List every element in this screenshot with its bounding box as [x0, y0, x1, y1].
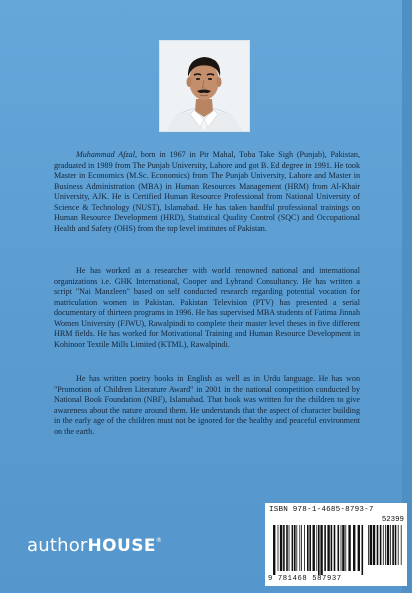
barcode-bar	[327, 525, 329, 571]
barcode-box	[265, 503, 407, 586]
barcode-bar	[342, 525, 344, 571]
barcode-bar	[280, 525, 282, 571]
barcode-bar	[307, 525, 309, 571]
barcode-bar	[368, 525, 369, 565]
barcode-bar	[324, 525, 326, 571]
author-portrait-icon	[160, 41, 249, 131]
bio-paragraph-1-text: , born in 1967 in Pir Mahal, Toba Take Sigh (Punjab), Pakistan, graduated in 1989 from The Punjab University, Lahore and got B. Ed degree in 1991. He took Master in Economics (M.Sc. Economics) from The Punjab University, Lahore and Master in Business Administration (MBA) in Human Resources Management (HRM) from Al-Khair University, AJK. He is Certified Human Resource Professional from National University of Science & Technology (NUST), Islamabad. He has taken handful professional trainings on Human Resource Development (HRD), Statistical Quality Control (SQC) and Occupational Health and Safety (OHS) from the top level institutes of Pakistan.	[54, 150, 360, 233]
barcode-bar	[353, 525, 355, 571]
barcode-bar	[380, 525, 382, 565]
barcode-bar	[313, 525, 315, 571]
barcode-bar	[358, 525, 360, 571]
barcode-bar	[299, 525, 300, 571]
barcode-bar	[398, 525, 399, 565]
barcode-bars-icon	[273, 525, 365, 575]
barcode-bar	[390, 525, 391, 565]
publisher-logo-part2: HOUSE	[87, 536, 156, 556]
barcode-bar	[385, 525, 386, 565]
author-photo	[159, 40, 250, 132]
barcode-bar	[401, 525, 402, 565]
isbn-text: ISBN 978-1-4685-8793-7	[269, 506, 374, 514]
barcode-bar	[309, 525, 311, 571]
barcode-bar	[370, 525, 372, 565]
barcode-bar	[316, 525, 317, 571]
ean-digits: 9 781468 587937	[268, 575, 342, 583]
barcode-bar	[348, 525, 350, 571]
barcode-bar	[334, 525, 336, 571]
barcode-bar	[395, 525, 397, 565]
bio-paragraph-2-text: He has worked as a researcher with world renowned national and international organizations i.e. GHK International, Cooper and Lybrand Consultancy. He has written a script "Nai Manzleen" based on self conducted research regarding potential vocation for matriculation women in Pakistan. Pakistan Television (PTV) has presented a serial documentary of thirteen programs in 1996. He has supervised MBA students of Fatima Jinnah Women University (FJWU), Rawalpindi to complete their master level theses in five different HRM fields. He has worked for Motivational Training and Human Resource Development in Kohinoor Textile Mills Limited (KTML), Rawalpindi.	[54, 266, 360, 349]
barcode-bar	[377, 525, 379, 565]
author-name: Muhammad Afzal	[76, 150, 135, 159]
barcode-bar	[320, 525, 322, 575]
barcode-bar	[345, 525, 346, 571]
barcode-bar	[301, 525, 302, 571]
barcode-bar	[387, 525, 389, 565]
barcode-bar	[278, 525, 279, 571]
barcode-bar	[304, 525, 305, 571]
barcode-bar	[362, 525, 364, 575]
bio-paragraph-3	[54, 374, 360, 437]
barcode-addon-bars-icon	[368, 525, 402, 565]
barcode-bar	[392, 525, 394, 565]
barcode-bar	[318, 525, 320, 575]
publisher-logo-part1: author	[27, 535, 88, 556]
barcode-bar	[292, 525, 294, 571]
barcode-bar	[283, 525, 285, 571]
bio-paragraph-1	[54, 150, 360, 234]
barcode-bar	[341, 525, 342, 571]
barcode-addon-number: 52399	[381, 516, 404, 524]
bio-paragraph-2	[54, 266, 360, 350]
barcode-bar	[296, 525, 297, 571]
barcode-bar	[286, 525, 288, 571]
bio-paragraph-3-text: He has written poetry books in English as well as in Urdu language. He has won "Promotion of Children Literature Award" in 2001 in the national competition conducted by National Book Foundation (NBF), Islamabad. That book was written for the children to give awareness about the nature around them. He understands that the aspect of character building in the early age of the children must not be ignored for the healthy and peaceful environment on the earth.	[54, 374, 360, 436]
barcode-bar	[273, 525, 275, 575]
barcode-bar	[289, 525, 290, 571]
barcode-bar	[383, 525, 384, 565]
barcode-bar	[294, 525, 296, 571]
barcode-bar	[338, 525, 340, 571]
registered-mark: ®	[155, 537, 163, 544]
barcode-bar	[331, 525, 333, 571]
publisher-logo	[27, 535, 162, 556]
barcode-bar	[373, 525, 375, 565]
